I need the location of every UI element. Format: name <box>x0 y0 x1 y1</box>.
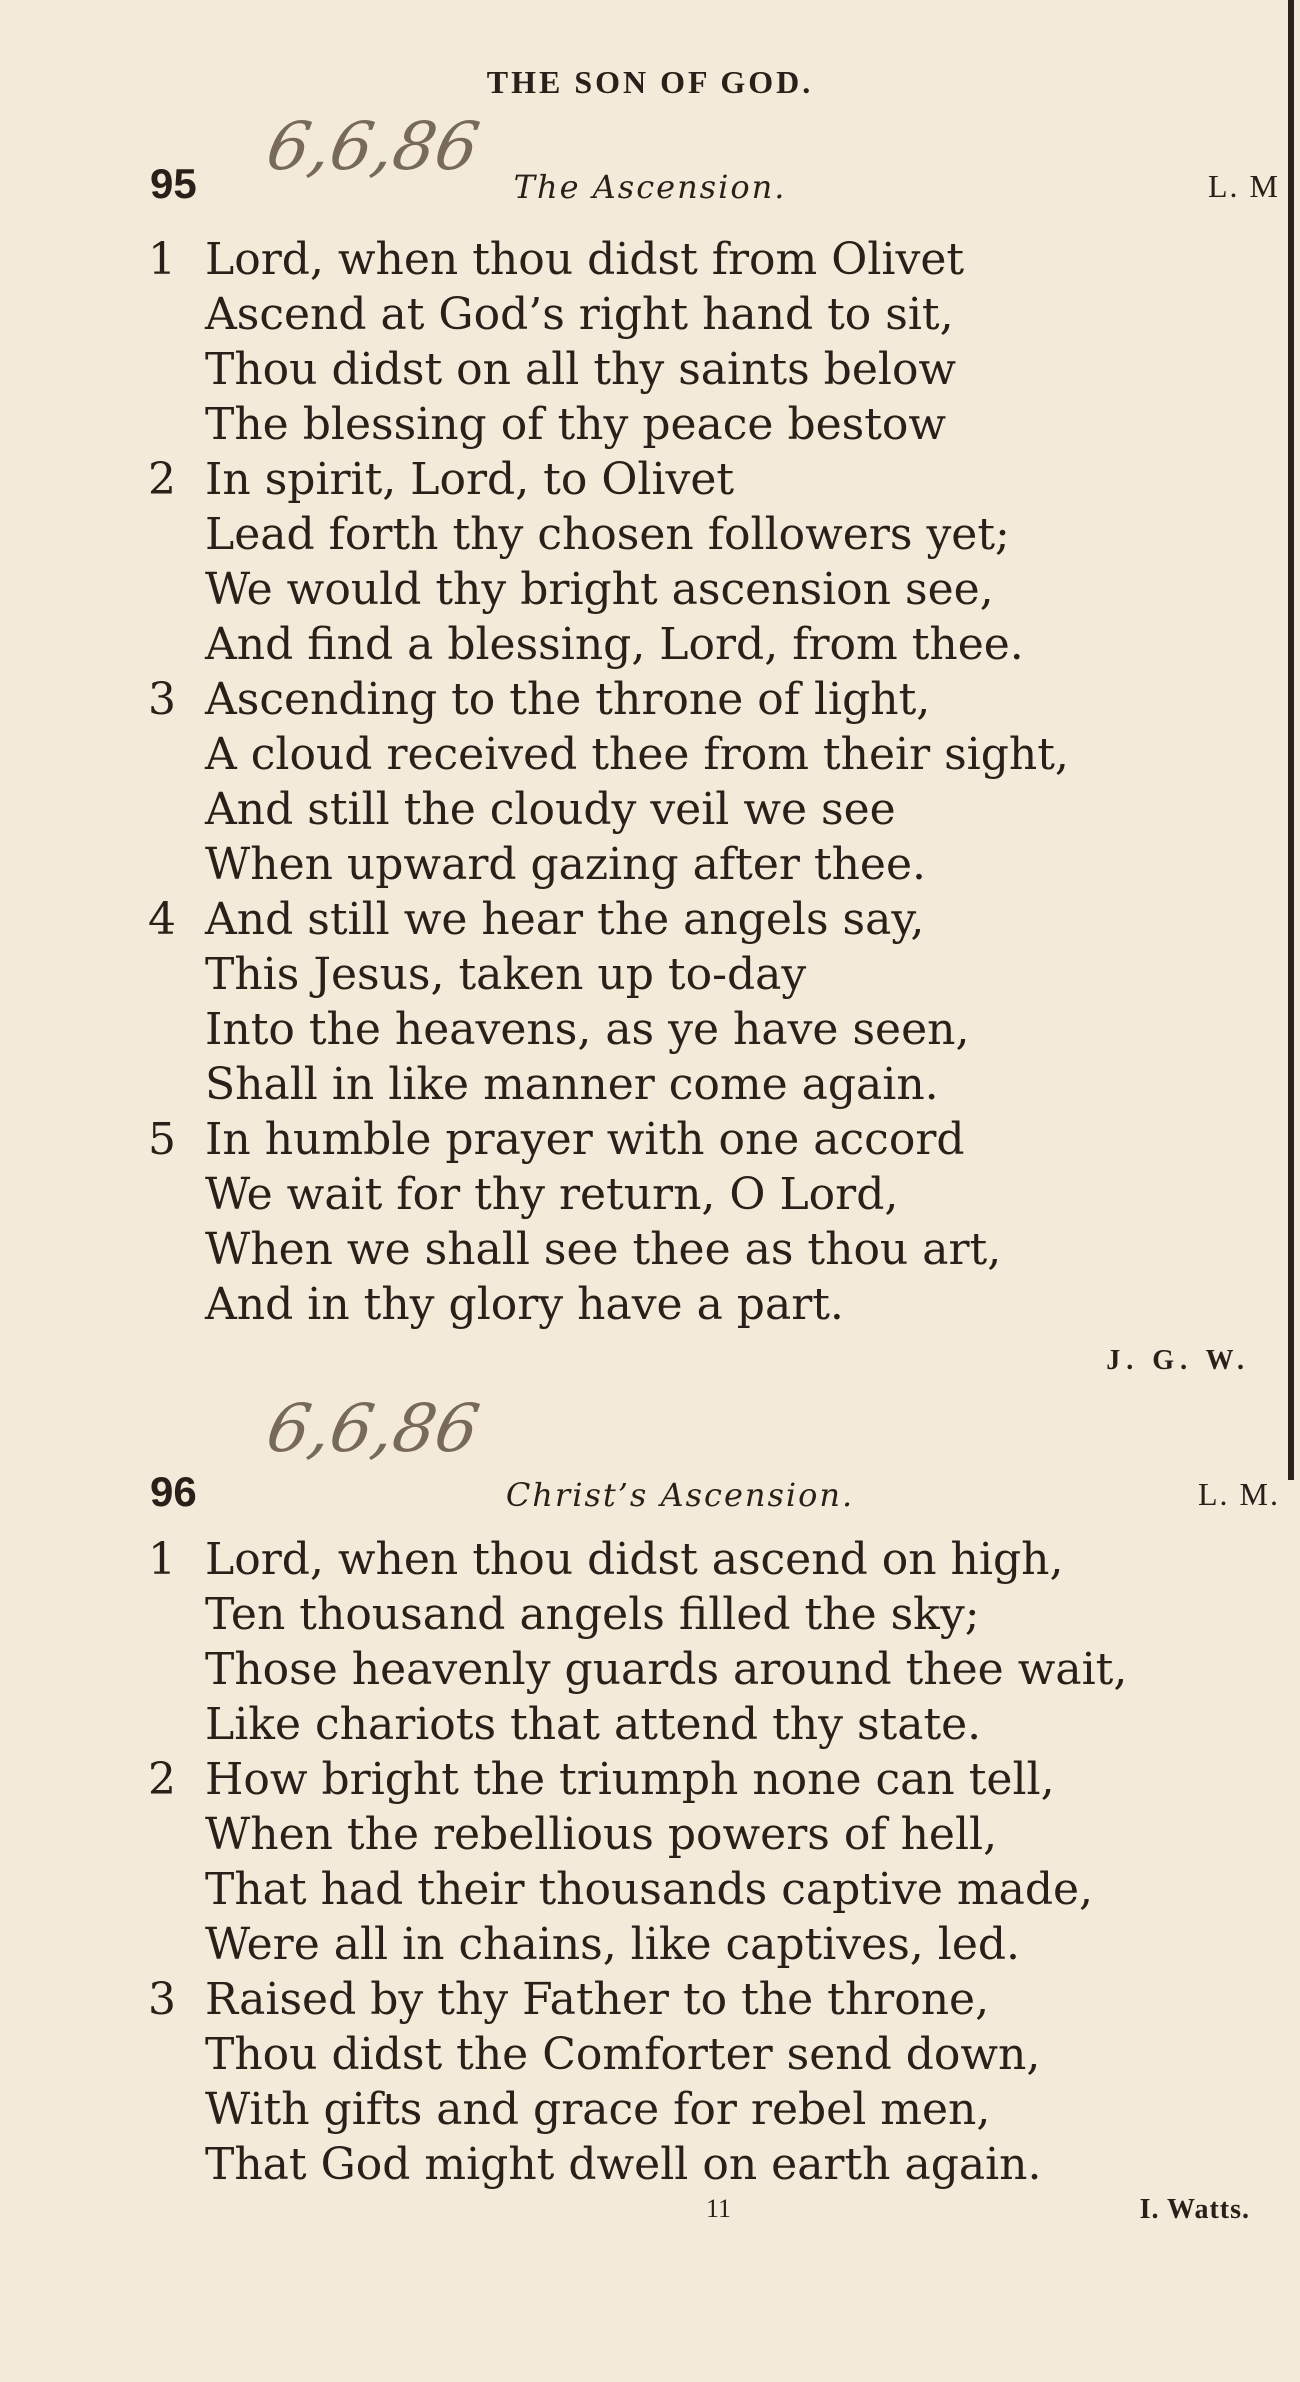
verse-text: And in thy glory have a part. <box>205 1279 844 1330</box>
verse-text: Ascend at God’s right hand to sit, <box>205 289 954 340</box>
verse-text: A cloud received thee from their sight, <box>205 729 1069 780</box>
verse-text: Ten thousand angels filled the sky; <box>205 1589 980 1640</box>
verse-text: Shall in like manner come again. <box>205 1059 939 1110</box>
verse-line <box>0 287 1300 342</box>
verse-line <box>0 507 1300 562</box>
verse-number: 2 <box>148 454 176 505</box>
verse-line <box>0 562 1300 617</box>
verse-text: In humble prayer with one accord <box>205 1114 965 1165</box>
verse-number: 1 <box>148 234 176 285</box>
hymn-meter: L. M. <box>1198 1476 1280 1512</box>
verse-line <box>0 1862 1300 1917</box>
signature-mark: 11 <box>706 2194 732 2223</box>
verse-line <box>0 1002 1300 1057</box>
verse-text: How bright the triumph none can tell, <box>205 1754 1055 1805</box>
verse-line <box>0 397 1300 452</box>
hymn-title: Christ’s Ascension. <box>505 1476 855 1514</box>
verse-number: 3 <box>148 1974 176 2025</box>
verse-line <box>0 1167 1300 1222</box>
verse-line <box>0 727 1300 782</box>
verse-text: Lord, when thou didst ascend on high, <box>205 1534 1064 1585</box>
verse-line <box>0 1587 1300 1642</box>
verse-text: With gifts and grace for rebel men, <box>205 2084 991 2135</box>
verse-line <box>0 2082 1300 2137</box>
verse-line <box>0 1112 1300 1167</box>
hymn-number: 96 <box>150 1468 197 1515</box>
verse-text: Into the heavens, as ye have seen, <box>205 1004 970 1055</box>
verse-line <box>0 1277 1300 1332</box>
verse-number: 1 <box>148 1534 176 1585</box>
verse-line <box>0 1917 1300 1972</box>
verse-line <box>0 892 1300 947</box>
verse-text: When we shall see thee as thou art, <box>205 1224 1002 1275</box>
verse-text: Thou didst on all thy saints below <box>205 344 957 395</box>
verse-text: That God might dwell on earth again. <box>205 2139 1042 2190</box>
handwritten-meter-note: 6,6,86 <box>261 108 485 185</box>
author-attribution: J. G. W. <box>1106 1345 1250 1376</box>
verse-text: This Jesus, taken up to-day <box>205 949 807 1000</box>
verse-line <box>0 2027 1300 2082</box>
verse-number: 3 <box>148 674 176 725</box>
verse-line <box>0 1222 1300 1277</box>
hymn-95-body <box>0 232 1300 1332</box>
hymn-96-body <box>0 1532 1300 2192</box>
verse-text: And find a blessing, Lord, from thee. <box>205 619 1024 670</box>
hymn-number: 95 <box>150 160 197 207</box>
verse-line <box>0 452 1300 507</box>
verse-line <box>0 1697 1300 1752</box>
hymn-header <box>0 160 1300 220</box>
verse-text: Ascending to the throne of light, <box>205 674 931 725</box>
verse-text: Like chariots that attend thy state. <box>205 1699 982 1750</box>
verse-text: Those heavenly guards around thee wait, <box>205 1644 1128 1695</box>
verse-line <box>0 232 1300 287</box>
verse-line <box>0 672 1300 727</box>
verse-number: 4 <box>148 894 176 945</box>
hymn-meter: L. M <box>1208 168 1280 204</box>
verse-line <box>0 837 1300 892</box>
verse-line <box>0 947 1300 1002</box>
verse-line <box>0 617 1300 672</box>
verse-line <box>0 1752 1300 1807</box>
verse-line <box>0 782 1300 837</box>
verse-line <box>0 342 1300 397</box>
verse-text: We would thy bright ascension see, <box>205 564 994 615</box>
author-attribution: I. Watts. <box>1139 2194 1250 2225</box>
verse-text: And still the cloudy veil we see <box>205 784 896 835</box>
verse-text: Lead forth thy chosen followers yet; <box>205 509 1010 560</box>
verse-text: Lord, when thou didst from Olivet <box>205 234 965 285</box>
verse-text: Raised by thy Father to the throne, <box>205 1974 990 2025</box>
verse-text: Were all in chains, like captives, led. <box>205 1919 1021 1970</box>
verse-line <box>0 1972 1300 2027</box>
verse-line <box>0 1642 1300 1697</box>
hymn-header <box>0 1468 1300 1528</box>
hymn-title: The Ascension. <box>513 168 787 206</box>
verse-line <box>0 2137 1300 2192</box>
verse-number: 5 <box>148 1114 176 1165</box>
verse-text: In spirit, Lord, to Olivet <box>205 454 735 505</box>
running-head: THE SON OF GOD. <box>486 64 814 100</box>
verse-text: We wait for thy return, O Lord, <box>205 1169 899 1220</box>
verse-line <box>0 1057 1300 1112</box>
verse-text: When upward gazing after thee. <box>205 839 926 890</box>
verse-text: The blessing of thy peace bestow <box>205 399 947 450</box>
verse-text: Thou didst the Comforter send down, <box>205 2029 1041 2080</box>
verse-text: When the rebellious powers of hell, <box>205 1809 998 1860</box>
verse-text: That had their thousands captive made, <box>205 1864 1094 1915</box>
verse-text: And still we hear the angels say, <box>205 894 925 945</box>
verse-line <box>0 1807 1300 1862</box>
verse-line <box>0 1532 1300 1587</box>
handwritten-meter-note: 6,6,86 <box>261 1390 485 1467</box>
verse-number: 2 <box>148 1754 176 1805</box>
